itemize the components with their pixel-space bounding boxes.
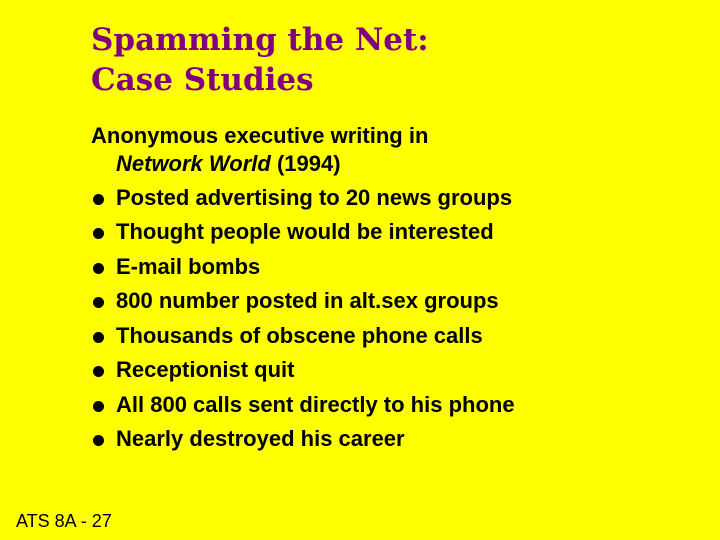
bullet-item bbox=[91, 181, 711, 216]
bullet-icon bbox=[93, 401, 104, 412]
intro-text: Anonymous executive writing in bbox=[91, 123, 429, 148]
slide-footer: ATS 8A - 27 bbox=[16, 511, 112, 531]
publication-name: Network World bbox=[116, 150, 271, 176]
intro-source bbox=[91, 152, 711, 176]
bullet-text: Thought people would be interested bbox=[116, 219, 494, 244]
bullet-item bbox=[91, 250, 711, 285]
bullet-icon bbox=[93, 435, 104, 446]
bullet-item bbox=[91, 319, 711, 354]
bullet-text: Posted advertising to 20 news groups bbox=[116, 184, 513, 210]
bullet-item bbox=[91, 422, 711, 457]
publication-year: (1994) bbox=[270, 150, 341, 176]
bullet-icon bbox=[93, 297, 104, 308]
bullet-item bbox=[91, 353, 711, 388]
bullet-icon bbox=[93, 263, 104, 274]
slide-title bbox=[91, 20, 429, 100]
bullet-item bbox=[91, 215, 711, 250]
bullet-icon bbox=[93, 194, 104, 205]
slide-body bbox=[91, 119, 711, 457]
slide-title-line-1: Spamming the Net: bbox=[91, 22, 429, 58]
bullet-text: 800 number posted in alt.sex groups bbox=[116, 288, 499, 313]
bullet-text: Nearly destroyed his career bbox=[116, 426, 405, 451]
bullet-icon bbox=[93, 366, 104, 377]
bullet-text: Receptionist quit bbox=[116, 357, 295, 382]
bullet-icon bbox=[93, 228, 104, 239]
bullet-icon bbox=[93, 332, 104, 343]
bullet-text: E-mail bombs bbox=[116, 253, 261, 279]
bullet-text: All 800 calls sent directly to his phone bbox=[116, 391, 515, 417]
bullet-item bbox=[91, 388, 711, 423]
bullet-text: Thousands of obscene phone calls bbox=[116, 322, 483, 348]
bullet-list bbox=[91, 181, 711, 457]
slide-title-line-2: Case Studies bbox=[91, 62, 314, 98]
bullet-item bbox=[91, 284, 711, 319]
